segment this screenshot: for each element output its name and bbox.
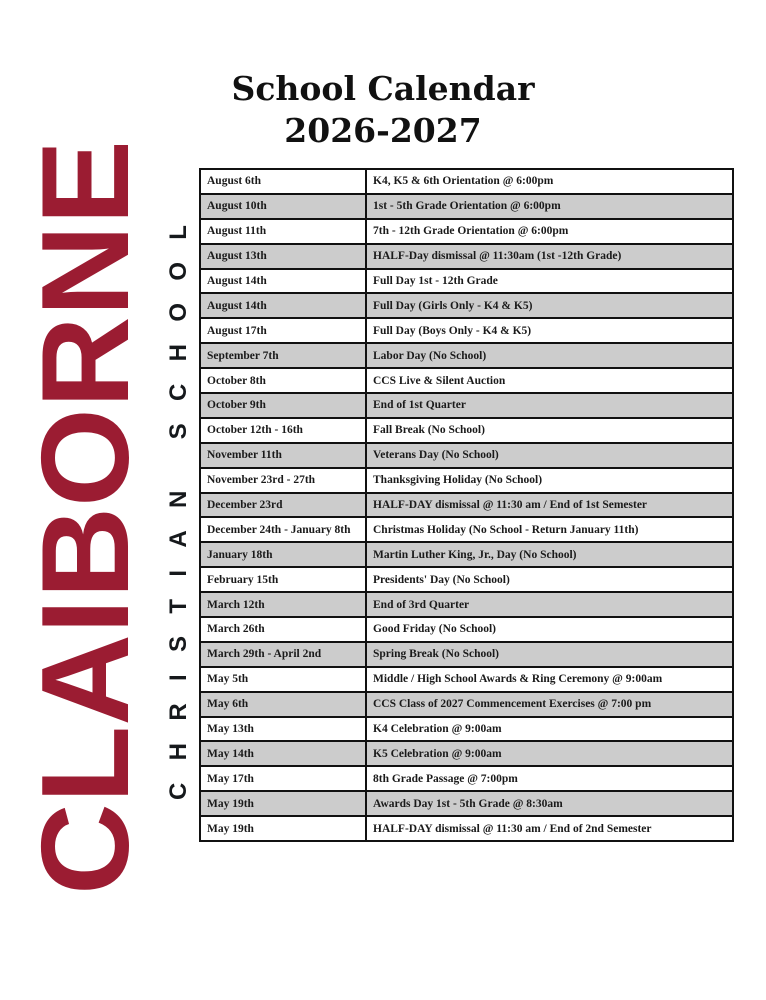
event-description: Full Day 1st - 12th Grade (366, 269, 733, 294)
table-row (200, 766, 733, 791)
table-row (200, 667, 733, 692)
table-row (200, 393, 733, 418)
event-date: January 18th (200, 542, 366, 567)
table-row (200, 493, 733, 518)
event-date: September 7th (200, 343, 366, 368)
event-date: August 10th (200, 194, 366, 219)
table-row (200, 194, 733, 219)
event-description: Middle / High School Awards & Ring Ceremony @ 9:00am (366, 667, 733, 692)
event-date: November 11th (200, 443, 366, 468)
table-row (200, 816, 733, 841)
event-date: May 14th (200, 741, 366, 766)
event-date: March 29th - April 2nd (200, 642, 366, 667)
table-row (200, 642, 733, 667)
event-description: Labor Day (No School) (366, 343, 733, 368)
event-description: K4 Celebration @ 9:00am (366, 717, 733, 742)
table-row (200, 269, 733, 294)
event-date: May 13th (200, 717, 366, 742)
event-date: May 17th (200, 766, 366, 791)
event-date: October 8th (200, 368, 366, 393)
table-row (200, 468, 733, 493)
event-description: CCS Class of 2027 Commencement Exercises @ 7:00 pm (366, 692, 733, 717)
table-row (200, 717, 733, 742)
event-description: End of 3rd Quarter (366, 592, 733, 617)
event-date: August 14th (200, 269, 366, 294)
logo-name: CLAIBORNE (17, 157, 155, 895)
event-date: August 13th (200, 244, 366, 269)
table-row (200, 567, 733, 592)
table-row (200, 741, 733, 766)
table-row (200, 368, 733, 393)
table-row (200, 517, 733, 542)
event-date: March 26th (200, 617, 366, 642)
event-description: 7th - 12th Grade Orientation @ 6:00pm (366, 219, 733, 244)
table-row (200, 318, 733, 343)
event-description: End of 1st Quarter (366, 393, 733, 418)
table-row (200, 219, 733, 244)
event-date: February 15th (200, 567, 366, 592)
event-date: November 23rd - 27th (200, 468, 366, 493)
event-description: K5 Celebration @ 9:00am (366, 741, 733, 766)
event-description: Martin Luther King, Jr., Day (No School) (366, 542, 733, 567)
event-description: Spring Break (No School) (366, 642, 733, 667)
event-description: Good Friday (No School) (366, 617, 733, 642)
event-date: May 19th (200, 791, 366, 816)
event-description: HALF-DAY dismissal @ 11:30 am / End of 2nd Semester (366, 816, 733, 841)
event-date: March 12th (200, 592, 366, 617)
calendar-table (199, 168, 734, 842)
event-description: Awards Day 1st - 5th Grade @ 8:30am (366, 791, 733, 816)
page-title: School Calendar (231, 69, 535, 108)
event-description: CCS Live & Silent Auction (366, 368, 733, 393)
page-subtitle-year: 2026-2027 (284, 111, 482, 150)
event-description: 1st - 5th Grade Orientation @ 6:00pm (366, 194, 733, 219)
event-description: Full Day (Girls Only - K4 & K5) (366, 293, 733, 318)
event-description: HALF-DAY dismissal @ 11:30 am / End of 1st Semester (366, 493, 733, 518)
event-description: Thanksgiving Holiday (No School) (366, 468, 733, 493)
logo-subtitle: CHRISTIAN SCHOOL (165, 225, 192, 800)
event-description: Christmas Holiday (No School - Return January 11th) (366, 517, 733, 542)
event-description: Fall Break (No School) (366, 418, 733, 443)
event-description: K4, K5 & 6th Orientation @ 6:00pm (366, 169, 733, 194)
event-date: December 23rd (200, 493, 366, 518)
table-row (200, 169, 733, 194)
event-date: August 14th (200, 293, 366, 318)
table-row (200, 542, 733, 567)
table-row (200, 343, 733, 368)
event-date: December 24th - January 8th (200, 517, 366, 542)
event-description: Presidents' Day (No School) (366, 567, 733, 592)
event-date: May 5th (200, 667, 366, 692)
event-date: October 12th - 16th (200, 418, 366, 443)
table-row (200, 418, 733, 443)
event-date: August 6th (200, 169, 366, 194)
event-date: May 19th (200, 816, 366, 841)
school-logo (0, 0, 196, 1000)
event-description: 8th Grade Passage @ 7:00pm (366, 766, 733, 791)
table-row (200, 244, 733, 269)
event-date: August 17th (200, 318, 366, 343)
table-row (200, 617, 733, 642)
table-row (200, 443, 733, 468)
event-date: October 9th (200, 393, 366, 418)
table-row (200, 692, 733, 717)
event-description: HALF-Day dismissal @ 11:30am (1st -12th Grade) (366, 244, 733, 269)
table-row (200, 293, 733, 318)
table-row (200, 791, 733, 816)
event-date: May 6th (200, 692, 366, 717)
event-date: August 11th (200, 219, 366, 244)
event-description: Full Day (Boys Only - K4 & K5) (366, 318, 733, 343)
table-row (200, 592, 733, 617)
event-description: Veterans Day (No School) (366, 443, 733, 468)
